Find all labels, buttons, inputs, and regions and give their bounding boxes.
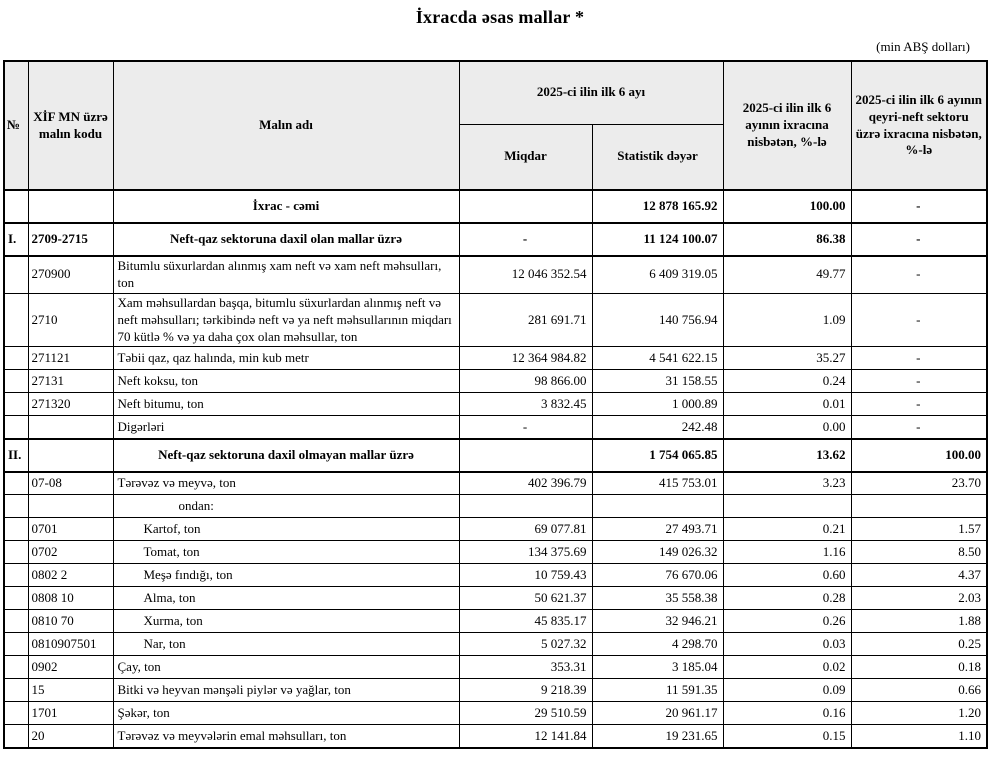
cell-pct-export: 0.60 (723, 564, 851, 587)
cell-code: 271320 (28, 393, 113, 416)
cell-no (4, 370, 28, 393)
cell-code: 271121 (28, 347, 113, 370)
cell-pct-nonoil: 4.37 (851, 564, 987, 587)
cell-pct-nonoil: 100.00 (851, 439, 987, 472)
col-header-code: XİF MN üzrə malın kodu (28, 61, 113, 190)
table-row (4, 725, 987, 748)
cell-quantity: 12 141.84 (459, 725, 592, 748)
cell-no (4, 472, 28, 495)
table-row (4, 293, 987, 347)
cell-quantity: 402 396.79 (459, 472, 592, 495)
table-row (4, 587, 987, 610)
cell-stat-value: 149 026.32 (592, 541, 723, 564)
cell-code: 270900 (28, 256, 113, 293)
cell-pct-export: 0.15 (723, 725, 851, 748)
cell-pct-nonoil: - (851, 256, 987, 293)
cell-quantity: 5 027.32 (459, 633, 592, 656)
cell-code: 0810 70 (28, 610, 113, 633)
cell-pct-nonoil: 1.57 (851, 518, 987, 541)
cell-quantity: 29 510.59 (459, 702, 592, 725)
cell-code: 0701 (28, 518, 113, 541)
cell-name: Təbii qaz, qaz halında, min kub metr (113, 347, 459, 370)
cell-no (4, 416, 28, 439)
cell-stat-value: 32 946.21 (592, 610, 723, 633)
cell-pct-export: 0.01 (723, 393, 851, 416)
table-row (4, 541, 987, 564)
table-header (4, 61, 987, 190)
cell-no (4, 293, 28, 347)
cell-name: Digərləri (113, 416, 459, 439)
cell-name: Neft bitumu, ton (113, 393, 459, 416)
cell-pct-nonoil: 0.25 (851, 633, 987, 656)
cell-stat-value: 4 541 622.15 (592, 347, 723, 370)
table-row (4, 439, 987, 472)
col-header-pct-export: 2025-ci ilin ilk 6 ayının ixracına nisbətən, %-lə (723, 61, 851, 190)
table-body (4, 190, 987, 748)
cell-quantity: - (459, 416, 592, 439)
cell-name: Xurma, ton (113, 610, 459, 633)
cell-code: 20 (28, 725, 113, 748)
cell-code: 1701 (28, 702, 113, 725)
cell-quantity: 12 364 984.82 (459, 347, 592, 370)
cell-code: 0702 (28, 541, 113, 564)
cell-pct-nonoil: - (851, 370, 987, 393)
table-row (4, 679, 987, 702)
table-row (4, 370, 987, 393)
cell-no (4, 587, 28, 610)
cell-pct-export: 0.09 (723, 679, 851, 702)
cell-quantity (459, 439, 592, 472)
cell-pct-export: 0.16 (723, 702, 851, 725)
cell-pct-export: 35.27 (723, 347, 851, 370)
cell-code (28, 495, 113, 518)
cell-pct-nonoil: 1.20 (851, 702, 987, 725)
page (0, 7, 1000, 749)
table-row (4, 702, 987, 725)
table-row (4, 633, 987, 656)
cell-code: 0810907501 (28, 633, 113, 656)
cell-stat-value: 27 493.71 (592, 518, 723, 541)
cell-code: 0808 10 (28, 587, 113, 610)
cell-stat-value: 11 124 100.07 (592, 223, 723, 256)
cell-no (4, 633, 28, 656)
cell-stat-value: 31 158.55 (592, 370, 723, 393)
cell-pct-export: 0.26 (723, 610, 851, 633)
cell-code: 2709-2715 (28, 223, 113, 256)
cell-pct-export: 0.03 (723, 633, 851, 656)
col-header-pct-nonoil: 2025-ci ilin ilk 6 ayının qeyri-neft sektoru üzrə ixracına nisbətən, %-lə (851, 61, 987, 190)
table-row (4, 518, 987, 541)
cell-stat-value: 12 878 165.92 (592, 190, 723, 223)
cell-pct-export: 13.62 (723, 439, 851, 472)
cell-name: Tərəvəz və meyvə, ton (113, 472, 459, 495)
exports-table (3, 60, 988, 749)
cell-pct-export: 49.77 (723, 256, 851, 293)
cell-no (4, 702, 28, 725)
cell-name: İxrac - cəmi (113, 190, 459, 223)
cell-quantity: - (459, 223, 592, 256)
cell-quantity: 45 835.17 (459, 610, 592, 633)
cell-name: Neft-qaz sektoruna daxil olmayan mallar üzrə (113, 439, 459, 472)
cell-pct-export: 0.24 (723, 370, 851, 393)
cell-pct-nonoil: - (851, 190, 987, 223)
cell-pct-export: 0.28 (723, 587, 851, 610)
cell-no (4, 518, 28, 541)
cell-name: Alma, ton (113, 587, 459, 610)
cell-stat-value (592, 495, 723, 518)
cell-pct-export: 1.09 (723, 293, 851, 347)
cell-quantity: 50 621.37 (459, 587, 592, 610)
cell-name: Meşə fındığı, ton (113, 564, 459, 587)
page-title: İxracda əsas mallar * (415, 7, 585, 27)
cell-stat-value: 76 670.06 (592, 564, 723, 587)
cell-name: Bitumlu süxurlardan alınmış xam neft və xam neft məhsulları, ton (113, 256, 459, 293)
cell-pct-nonoil: - (851, 293, 987, 347)
cell-quantity: 3 832.45 (459, 393, 592, 416)
cell-pct-nonoil: 0.66 (851, 679, 987, 702)
cell-pct-nonoil: 23.70 (851, 472, 987, 495)
table-row (4, 416, 987, 439)
cell-code: 0802 2 (28, 564, 113, 587)
cell-pct-nonoil: - (851, 347, 987, 370)
cell-stat-value: 4 298.70 (592, 633, 723, 656)
cell-no: II. (4, 439, 28, 472)
cell-pct-nonoil: 1.10 (851, 725, 987, 748)
cell-name: Neft koksu, ton (113, 370, 459, 393)
cell-quantity: 10 759.43 (459, 564, 592, 587)
cell-pct-export: 0.00 (723, 416, 851, 439)
col-header-no: № (4, 61, 28, 190)
cell-stat-value: 19 231.65 (592, 725, 723, 748)
cell-pct-nonoil: 8.50 (851, 541, 987, 564)
cell-name: Tomat, ton (113, 541, 459, 564)
cell-pct-nonoil: - (851, 223, 987, 256)
cell-stat-value: 415 753.01 (592, 472, 723, 495)
cell-quantity (459, 190, 592, 223)
cell-no (4, 725, 28, 748)
col-header-stat-value: Statistik dəyər (592, 124, 723, 190)
cell-quantity: 9 218.39 (459, 679, 592, 702)
table-row (4, 656, 987, 679)
cell-code: 0902 (28, 656, 113, 679)
cell-name: Neft-qaz sektoruna daxil olan mallar üzrə (113, 223, 459, 256)
table-row (4, 472, 987, 495)
cell-name: Şəkər, ton (113, 702, 459, 725)
cell-stat-value: 1 000.89 (592, 393, 723, 416)
cell-stat-value: 140 756.94 (592, 293, 723, 347)
cell-quantity: 98 866.00 (459, 370, 592, 393)
cell-no (4, 256, 28, 293)
cell-name: Xam məhsullardan başqa, bitumlu süxurlardan alınmış neft və neft məhsulları; tərkibində neft və ya neft məhsullarının miqdarı 70 kütlə % və ya daha çox olan məhsullar, ton (113, 293, 459, 347)
table-row (4, 610, 987, 633)
cell-pct-nonoil (851, 495, 987, 518)
cell-no (4, 541, 28, 564)
cell-no (4, 393, 28, 416)
cell-name: Bitki və heyvan mənşəli piylər və yağlar, ton (113, 679, 459, 702)
cell-name: Tərəvəz və meyvələrin emal məhsulları, ton (113, 725, 459, 748)
cell-no (4, 190, 28, 223)
cell-stat-value: 6 409 319.05 (592, 256, 723, 293)
cell-quantity: 69 077.81 (459, 518, 592, 541)
cell-no (4, 347, 28, 370)
cell-stat-value: 35 558.38 (592, 587, 723, 610)
cell-code: 27131 (28, 370, 113, 393)
cell-no (4, 564, 28, 587)
cell-code: 2710 (28, 293, 113, 347)
unit-note: (min ABŞ dolları) (876, 39, 970, 54)
cell-pct-nonoil: 1.88 (851, 610, 987, 633)
cell-code (28, 190, 113, 223)
col-header-period-group: 2025-ci ilin ilk 6 ayı (459, 61, 723, 124)
cell-pct-export (723, 495, 851, 518)
cell-quantity (459, 495, 592, 518)
cell-stat-value: 1 754 065.85 (592, 439, 723, 472)
col-header-quantity: Miqdar (459, 124, 592, 190)
cell-no (4, 495, 28, 518)
cell-pct-nonoil: - (851, 416, 987, 439)
cell-no: I. (4, 223, 28, 256)
cell-name: Çay, ton (113, 656, 459, 679)
cell-pct-export: 100.00 (723, 190, 851, 223)
cell-no (4, 610, 28, 633)
cell-code (28, 439, 113, 472)
cell-stat-value: 242.48 (592, 416, 723, 439)
cell-quantity: 281 691.71 (459, 293, 592, 347)
cell-pct-nonoil: - (851, 393, 987, 416)
cell-code (28, 416, 113, 439)
cell-pct-export: 3.23 (723, 472, 851, 495)
cell-pct-export: 0.02 (723, 656, 851, 679)
cell-name: Nar, ton (113, 633, 459, 656)
cell-code: 07-08 (28, 472, 113, 495)
cell-stat-value: 3 185.04 (592, 656, 723, 679)
cell-quantity: 12 046 352.54 (459, 256, 592, 293)
table-row (4, 495, 987, 518)
cell-pct-nonoil: 2.03 (851, 587, 987, 610)
table-row (4, 393, 987, 416)
table-row (4, 223, 987, 256)
col-header-name: Malın adı (113, 61, 459, 190)
cell-stat-value: 20 961.17 (592, 702, 723, 725)
cell-quantity: 134 375.69 (459, 541, 592, 564)
cell-pct-export: 86.38 (723, 223, 851, 256)
cell-name: ondan: (113, 495, 459, 518)
cell-stat-value: 11 591.35 (592, 679, 723, 702)
cell-pct-nonoil: 0.18 (851, 656, 987, 679)
table-row (4, 347, 987, 370)
cell-no (4, 656, 28, 679)
cell-pct-export: 1.16 (723, 541, 851, 564)
cell-quantity: 353.31 (459, 656, 592, 679)
table-row (4, 190, 987, 223)
table-row (4, 256, 987, 293)
table-row (4, 564, 987, 587)
cell-name: Kartof, ton (113, 518, 459, 541)
cell-code: 15 (28, 679, 113, 702)
cell-no (4, 679, 28, 702)
cell-pct-export: 0.21 (723, 518, 851, 541)
